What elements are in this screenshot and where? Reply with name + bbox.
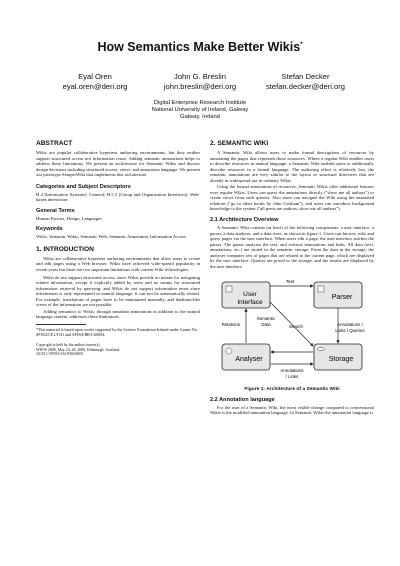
edge-label-search: Search — [289, 324, 303, 330]
box-label-ui-2: Interface — [237, 299, 263, 307]
author-1 — [40, 72, 150, 92]
author-3 — [248, 72, 363, 92]
paper-title — [0, 40, 400, 54]
categories-heading: Categories and Subject Descriptors — [36, 183, 131, 190]
edge-label-semantic-2: Data — [261, 322, 271, 328]
box-label-storage: Storage — [328, 356, 354, 364]
copyright-line: ACM 1-59593-332-9/06/0005. — [36, 352, 84, 357]
footnote: *This material is based upon works supported by the Science Foundation Ireland under Grants No. SFI/02/CE1/I131 and SFI/04/BR/CS0694. — [36, 326, 198, 337]
copyright-line: WWW 2006, May 23–26, 2006, Edinburgh, Scotland. — [36, 347, 121, 352]
author-email: john.breslin@deri.org — [163, 82, 237, 91]
edge-label-text: Text — [285, 279, 295, 285]
footnote-rule — [36, 324, 86, 325]
affiliation — [0, 100, 400, 122]
keywords-heading: Keywords — [36, 226, 63, 233]
author-name: Stefan Decker — [281, 72, 330, 81]
terms-heading: General Terms — [36, 207, 75, 214]
title-footnote-mark: * — [300, 41, 303, 48]
intro-paragraph-1: Wikis are collaborative hypertext authoring environments that allow users to create and edit pages using a Web browser. Wikis have achieved wide-spread popularity in recent years but there are two important limitations with current Wiki technologies. — [36, 255, 200, 273]
document-icon — [318, 286, 324, 292]
paper-title-text: How Semantics Make Better Wikis — [97, 40, 301, 54]
abstract-text: Wikis are popular collaborative hypertext authoring environments, but they neither support structured access nor information reuse. Adding semantic annotations helps to address these limitations. We present an architecture for Semantic Wikis and discuss design decisions including structured access, views, and annotation language. We present our prototype SemperWiki that implements this architecture. — [36, 150, 200, 178]
window-icon — [226, 286, 232, 292]
database-icon — [318, 348, 325, 351]
architecture-figure — [210, 272, 374, 382]
edge-label-annotations-1: Annotations / — [337, 322, 363, 328]
author-name: Eyal Oren — [78, 72, 112, 81]
categories-text: H.4 [Information Systems]: General; H.5.3 [Group and Organization Interfaces]: Web-based interaction — [36, 191, 200, 203]
edge-label-relations: Relations — [221, 322, 240, 328]
affiliation-line: Galway, Ireland — [180, 114, 220, 121]
box-label-analyser: Analyser — [235, 356, 263, 364]
affiliation-line: Digital Enterprise Research Institute — [153, 100, 247, 106]
terms-text: Human Factors, Design, Languages — [36, 215, 102, 221]
annotation-language-heading: 2.2 Annotation language — [210, 396, 275, 403]
box-label-ui-1: User — [243, 291, 257, 299]
right-column — [210, 140, 374, 416]
intro-paragraph-2: Wikis do not support structured access, since Wikis provide no means for navigating related information, except if explicitly added by users and no means for structured information retrieval by querying; and Wikis do not support information reuse since information is only represented in natural language, it can not be automatically reused. For example, translations of pages have to be maintained manually, and database-like views of the information are not possible. — [36, 274, 200, 308]
copyright-block — [36, 343, 200, 357]
architecture-paragraph: A Semantic Wiki consists (at least) of the following components: a user interface, a parser, a data analyser, and a data store, as shown in figure 1. Users can browse, edit, and query pages via the user interface. When users edit a page, the user interface notifies the parser. The parser analyses the text, and extracts annotations and links. All data (text, annotations, etc.) are stored in the semantic storage. From the data in the storage, the analyser computes sets of pages that are related to the current page, which are displayed by the user interface. Queries are posed to the storage, and the results are displayed by the user interface. — [210, 225, 374, 269]
architecture-heading: 2.1 Architecture Overview — [210, 217, 279, 224]
edge-label-annotations-links-1: Annotations — [280, 368, 304, 374]
edge-label-semantic-1: Semantic — [256, 316, 276, 322]
intro-paragraph-3: Adding semantics to Wikis, through metadata annotations in addition to the natural language content, addresses these limitations. — [36, 308, 200, 320]
copyright-line: Copyright is held by the author/owner(s). — [36, 342, 101, 347]
architecture-diagram — [210, 272, 374, 382]
box-label-parser: Parser — [331, 294, 353, 302]
figure-caption: Figure 1: Architecture of a Semantic Wiki — [244, 387, 340, 393]
left-column — [36, 140, 200, 357]
affiliation-line: National University of Ireland, Galway — [151, 107, 249, 114]
introduction-heading: 1. INTRODUCTION — [36, 245, 94, 253]
semantic-wiki-paragraph-2: Using the formal annotations of resources, Semantic Wikis offer additional features over regular Wikis. Users can query the annotations directly ("show me all authors") or create views from such queries. Also users can navigate the Wiki using the annotated relations ("go to other books by John Grisham"), and users can introduce background knowledge to the system ("all poets are authors; show me all authors"). — [210, 184, 374, 212]
author-name: John G. Breslin — [174, 72, 226, 81]
keywords-text: Wikis, Semantic Wikis, Semantic Web, Semantic Annotation, Information Access — [36, 234, 186, 240]
author-email: stefan.decker@deri.org — [265, 82, 346, 91]
semantic-wiki-heading: 2. SEMANTIC WIKI — [210, 140, 269, 147]
semantic-wiki-paragraph-1: A Semantic Wiki allows users to make formal descriptions of resources by annotating the pages that represent those resources. Where a regular Wiki enables users to describe resources in natural language, a Semantic Wiki enables users to additionally describe resources in a formal language. The authoring effort is relatively low, the semantic annotations are very similar to the layout or structural directives that are already in widespread use in ordinary Wikis. — [210, 150, 374, 183]
gear-icon — [226, 348, 232, 354]
abstract-heading: ABSTRACT — [36, 140, 73, 147]
edge-label-annotations-2: Links / Queries — [335, 328, 365, 334]
annotation-language-paragraph: For the user of a Semantic Wiki, the most visible change compared to conventional Wikis is the modified annotation language. In Semantic Wikis the annotation language is — [210, 404, 374, 416]
edge-label-annotations-links-2: / Links — [285, 374, 299, 380]
author-email: eyal.oren@deri.org — [62, 82, 128, 91]
author-2 — [145, 72, 255, 92]
